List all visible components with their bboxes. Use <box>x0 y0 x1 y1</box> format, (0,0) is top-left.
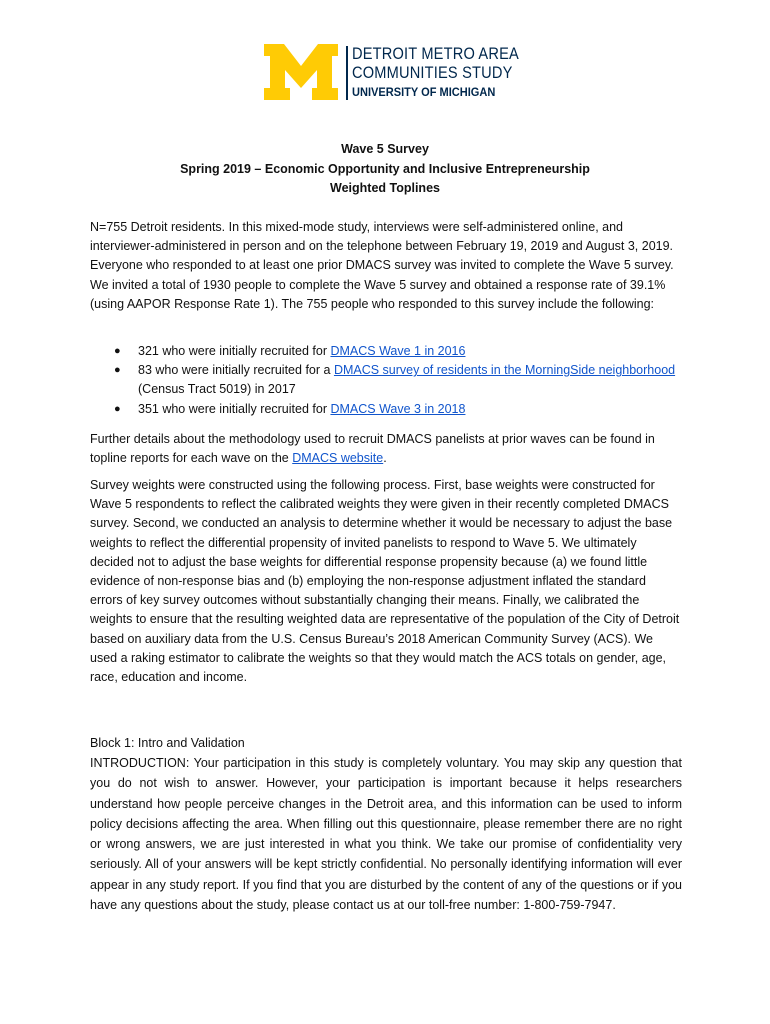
list-item-text: 83 who were initially recruited for a <box>138 363 334 378</box>
toplines-title: Weighted Toplines <box>330 181 440 195</box>
dmacs-website-link[interactable]: DMACS website <box>292 451 384 466</box>
bullet-icon: ● <box>114 402 121 415</box>
details-text: Further details about the methodology used to recruit DMACS panelists at prior waves can be found in topline reports for each wave on the <box>90 432 655 466</box>
bullet-icon: ● <box>114 345 121 357</box>
list-item-text: 321 who were initially recruited for <box>138 344 331 358</box>
details-paragraph <box>90 430 682 468</box>
block-m-logo-icon <box>262 44 340 100</box>
logo-divider <box>346 46 348 100</box>
document-titles <box>0 140 770 199</box>
recruitment-list <box>90 342 682 419</box>
list-item <box>90 400 682 419</box>
list-item-suffix: (Census Tract 5019) in 2017 <box>138 382 296 397</box>
dmacs-logo <box>262 44 519 102</box>
list-item <box>90 361 682 399</box>
weights-paragraph: Survey weights were constructed using the following process. First, base weights were constructed for Wave 5 respondents to reflect the calibrated weights they were given in their recently completed DMACS survey. Second, we conducted an analysis to determine whether it would be necessary to adjust the base weights to reflect the differential propensity of invited panelists to respond to Wave 5. We ultimately decided not to adjust the base weights for differential response propensity because (a) we found little evidence of non-response bias and (b) employing the non-response adjustment inflated the standard errors of key survey outcomes without substantially changing their means. Finally, we calibrated the weights to ensure that the resulting weighted data are representative of the population of the City of Detroit based on auxiliary data from the U.S. Census Bureau’s 2018 American Community Survey (ACS). We used a raking estimator to calibrate the weights so that they would match the ACS totals on gender, age, race, education and income. <box>90 478 680 685</box>
details-suffix: . <box>383 451 387 466</box>
list-item <box>90 342 682 361</box>
logo-wordmark <box>352 44 546 100</box>
logo-line-2: COMMUNITIES STUDY <box>352 63 513 82</box>
dmacs-wave1-link[interactable]: DMACS Wave 1 in 2016 <box>330 344 466 358</box>
dmacs-wave3-link[interactable]: DMACS Wave 3 in 2018 <box>330 401 466 416</box>
intro-paragraph: N=755 Detroit residents. In this mixed-mode study, interviews were self-administered online, and interviewer-administered in person and on the telephone between February 19, 2019 and August 3, 2019. Everyone who responded to at least one prior DMACS survey was invited to complete the Wave 5 survey. We invited a total of 1930 people to complete the Wave 5 survey and obtained a response rate of 39.1% (using AAPOR Response Rate 1). The 755 people who responded to this survey include the following: <box>90 220 674 311</box>
survey-subtitle: Spring 2019 – Economic Opportunity and Inclusive Entrepreneurship <box>180 161 590 176</box>
survey-title: Wave 5 Survey <box>341 142 429 156</box>
dmacs-morningside-link[interactable]: DMACS survey of residents in the MorningSide neighborhood <box>333 363 676 378</box>
block-heading: Block 1: Intro and Validation <box>90 736 245 750</box>
list-item-text: 351 who were initially recruited for <box>138 401 331 416</box>
bullet-icon: ● <box>114 364 121 377</box>
intro-statement: INTRODUCTION: Your participation in this study is completely voluntary. You may skip any question that you do not wish to answer. However, your participation is important because it helps researchers understand how people perceive changes in the Detroit area, and this information can be used to inform policy decisions affecting the area. When filling out this questionnaire, please remember there are no right or wrong answers, we are just interested in what you think. We take our promise of confidentiality very seriously. All of your answers will be kept strictly confidential. No personally identifying information will ever appear in any study report. If you find that you are disturbed by the content of any of the questions or if you have any questions about the study, please contact us at our toll-free number: 1-800-759-7947. <box>90 756 682 913</box>
logo-line-1: DETROIT METRO AREA <box>352 44 519 63</box>
logo-line-3: UNIVERSITY OF MICHIGAN <box>352 85 496 99</box>
